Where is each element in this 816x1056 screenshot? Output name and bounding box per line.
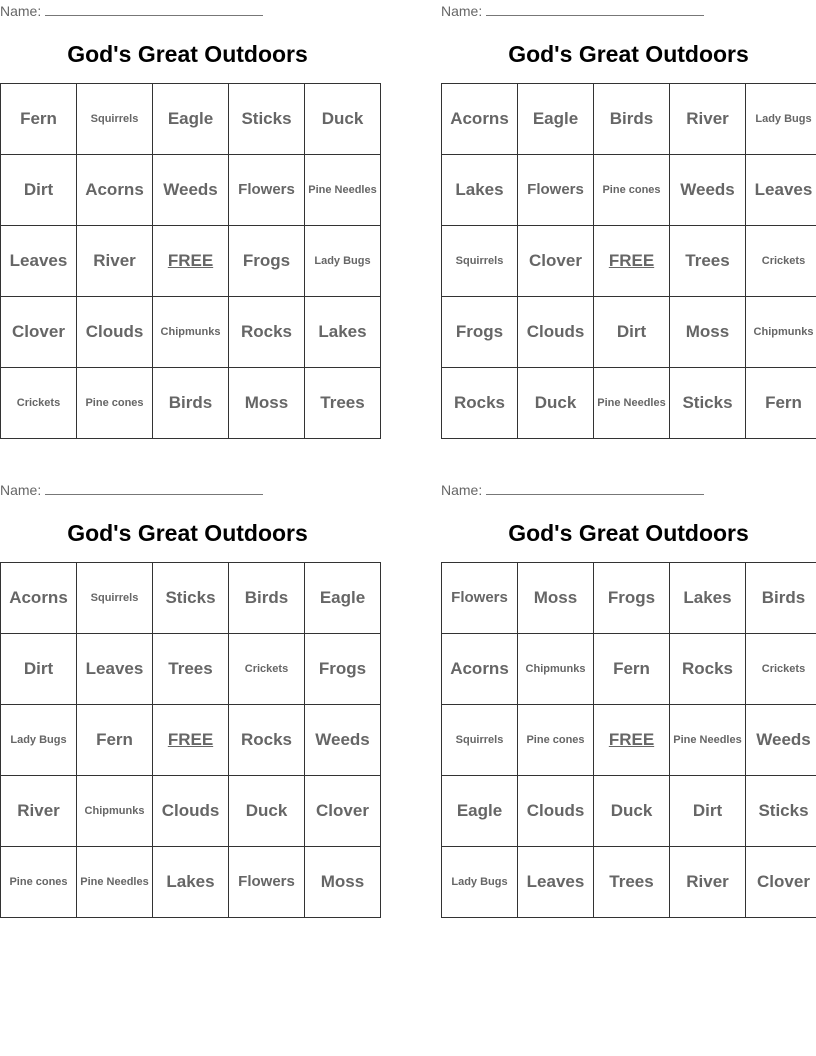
bingo-cell: Flowers [229, 155, 305, 226]
bingo-cell: Pine cones [77, 368, 153, 439]
grid-row [442, 705, 816, 776]
bingo-cell: Crickets [229, 634, 305, 705]
bingo-cell: Lakes [305, 297, 381, 368]
bingo-cell: Sticks [746, 776, 816, 847]
bingo-cell: Rocks [229, 297, 305, 368]
bingo-cell: Rocks [670, 634, 746, 705]
bingo-cell: Eagle [305, 563, 381, 634]
bingo-cell: Duck [518, 368, 594, 439]
name-blank [45, 481, 263, 495]
bingo-cell: Squirrels [442, 226, 518, 297]
bingo-cell: Rocks [229, 705, 305, 776]
bingo-cell: Frogs [594, 563, 670, 634]
grid-row [442, 84, 816, 155]
grid-row [1, 368, 381, 439]
bingo-cell: Chipmunks [77, 776, 153, 847]
name-line [0, 481, 263, 499]
bingo-grid [0, 83, 381, 439]
bingo-cell: Pine cones [594, 155, 670, 226]
bingo-cell: Eagle [518, 84, 594, 155]
bingo-cell: Chipmunks [153, 297, 229, 368]
card-title: God's Great Outdoors [508, 520, 749, 546]
bingo-cell: Weeds [153, 155, 229, 226]
bingo-cell: Clover [1, 297, 77, 368]
bingo-cell: Lakes [670, 563, 746, 634]
grid-row [442, 847, 816, 918]
grid-row [1, 226, 381, 297]
bingo-cell: Frogs [305, 634, 381, 705]
name-label: Name: [0, 3, 42, 19]
name-blank [486, 2, 704, 16]
grid-row [442, 563, 816, 634]
bingo-cell: Fern [594, 634, 670, 705]
bingo-cell: Weeds [746, 705, 816, 776]
bingo-cell: Dirt [1, 634, 77, 705]
bingo-cell: Moss [670, 297, 746, 368]
grid-row [1, 155, 381, 226]
bingo-grid [0, 562, 381, 918]
bingo-cell: Acorns [77, 155, 153, 226]
bingo-cell: Pine cones [1, 847, 77, 918]
grid-row [442, 634, 816, 705]
bingo-cell: Frogs [442, 297, 518, 368]
bingo-cell: Lakes [442, 155, 518, 226]
grid-row [442, 776, 816, 847]
bingo-cell: Birds [229, 563, 305, 634]
bingo-cell: Lady Bugs [1, 705, 77, 776]
grid-row [442, 226, 816, 297]
bingo-cell: Chipmunks [746, 297, 816, 368]
free-space: FREE [594, 226, 670, 297]
bingo-cell: River [1, 776, 77, 847]
bingo-cell: Leaves [1, 226, 77, 297]
bingo-cell: Lady Bugs [305, 226, 381, 297]
name-line [441, 481, 704, 499]
bingo-cell: River [670, 847, 746, 918]
bingo-cell: Crickets [746, 226, 816, 297]
bingo-cell: River [670, 84, 746, 155]
bingo-cell: Clouds [153, 776, 229, 847]
name-label: Name: [0, 482, 42, 498]
bingo-cell: Duck [305, 84, 381, 155]
bingo-cell: Sticks [229, 84, 305, 155]
bingo-cell: Birds [746, 563, 816, 634]
bingo-cell: Birds [594, 84, 670, 155]
bingo-grid [441, 562, 816, 918]
bingo-cell: Eagle [153, 84, 229, 155]
bingo-cell: Rocks [442, 368, 518, 439]
bingo-cell: Weeds [305, 705, 381, 776]
bingo-cell: Leaves [77, 634, 153, 705]
bingo-cell: River [77, 226, 153, 297]
bingo-grid [441, 83, 816, 439]
bingo-cell: Dirt [1, 155, 77, 226]
bingo-cell: Fern [746, 368, 816, 439]
grid-row [1, 563, 381, 634]
bingo-cell: Clouds [518, 297, 594, 368]
bingo-cell: Clover [518, 226, 594, 297]
bingo-cell: Birds [153, 368, 229, 439]
bingo-cell: Dirt [670, 776, 746, 847]
bingo-cell: Lakes [153, 847, 229, 918]
card-title: God's Great Outdoors [67, 41, 308, 67]
grid-row [1, 776, 381, 847]
grid-row [1, 705, 381, 776]
bingo-cell: Moss [305, 847, 381, 918]
bingo-cell: Trees [670, 226, 746, 297]
bingo-cell: Duck [229, 776, 305, 847]
bingo-cell: Squirrels [77, 84, 153, 155]
free-space: FREE [153, 705, 229, 776]
bingo-cell: Fern [1, 84, 77, 155]
name-line [0, 2, 263, 20]
bingo-cell: Sticks [153, 563, 229, 634]
name-label: Name: [441, 482, 483, 498]
bingo-cell: Leaves [746, 155, 816, 226]
bingo-cell: Clover [305, 776, 381, 847]
bingo-cell: Flowers [518, 155, 594, 226]
bingo-cell: Moss [518, 563, 594, 634]
bingo-cell: Crickets [746, 634, 816, 705]
bingo-cell: Trees [305, 368, 381, 439]
bingo-cell: Pine Needles [594, 368, 670, 439]
bingo-cell: Lady Bugs [746, 84, 816, 155]
bingo-cell: Crickets [1, 368, 77, 439]
name-blank [45, 2, 263, 16]
bingo-cell: Acorns [1, 563, 77, 634]
bingo-cell: Sticks [670, 368, 746, 439]
grid-row [1, 847, 381, 918]
grid-row [1, 84, 381, 155]
bingo-cell: Weeds [670, 155, 746, 226]
grid-row [442, 368, 816, 439]
bingo-cell: Squirrels [442, 705, 518, 776]
bingo-cell: Pine Needles [670, 705, 746, 776]
bingo-cell: Eagle [442, 776, 518, 847]
bingo-cell: Acorns [442, 634, 518, 705]
bingo-cell: Pine Needles [77, 847, 153, 918]
name-blank [486, 481, 704, 495]
bingo-cell: Clouds [77, 297, 153, 368]
bingo-cell: Duck [594, 776, 670, 847]
bingo-cell: Lady Bugs [442, 847, 518, 918]
bingo-cell: Fern [77, 705, 153, 776]
bingo-cell: Frogs [229, 226, 305, 297]
bingo-cell: Squirrels [77, 563, 153, 634]
bingo-cell: Dirt [594, 297, 670, 368]
bingo-cell: Flowers [229, 847, 305, 918]
free-space: FREE [594, 705, 670, 776]
card-title: God's Great Outdoors [67, 520, 308, 546]
grid-row [1, 297, 381, 368]
name-label: Name: [441, 3, 483, 19]
bingo-cell: Leaves [518, 847, 594, 918]
bingo-cell: Clover [746, 847, 816, 918]
bingo-cell: Pine cones [518, 705, 594, 776]
grid-row [1, 634, 381, 705]
grid-row [442, 297, 816, 368]
bingo-cell: Trees [153, 634, 229, 705]
card-title: God's Great Outdoors [508, 41, 749, 67]
free-space: FREE [153, 226, 229, 297]
bingo-cell: Flowers [442, 563, 518, 634]
bingo-cell: Pine Needles [305, 155, 381, 226]
bingo-cell: Trees [594, 847, 670, 918]
name-line [441, 2, 704, 20]
bingo-cell: Chipmunks [518, 634, 594, 705]
bingo-cell: Acorns [442, 84, 518, 155]
grid-row [442, 155, 816, 226]
bingo-cell: Clouds [518, 776, 594, 847]
bingo-cell: Moss [229, 368, 305, 439]
